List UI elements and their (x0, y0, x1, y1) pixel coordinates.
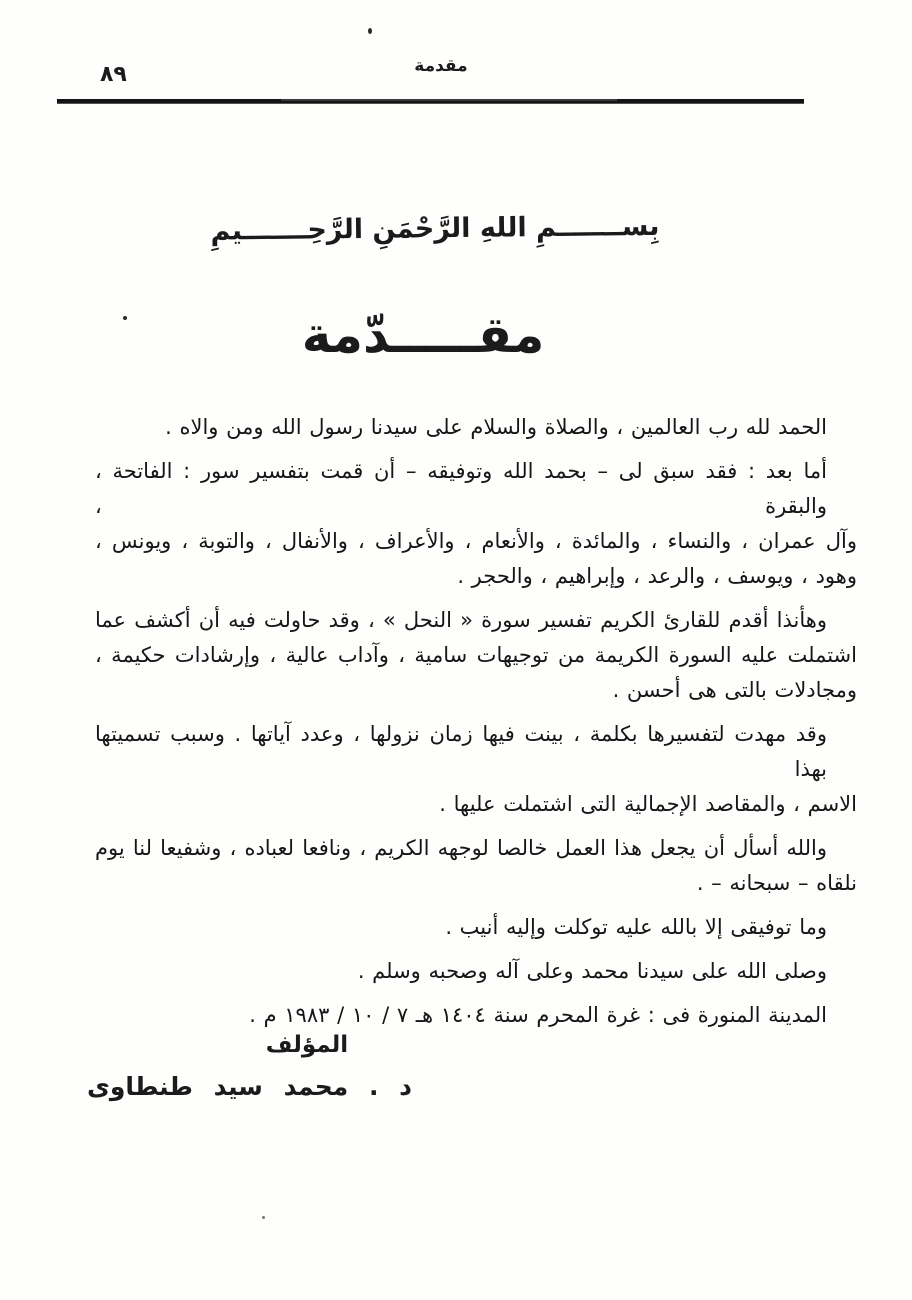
text-line: وقد مهدت لتفسيرها بكلمة ، بينت فيها زمان نزولها ، وعدد آياتها . وسبب تسميتها بهذا (95, 722, 827, 781)
running-header (0, 56, 912, 76)
paragraph (95, 454, 857, 594)
author-label: المؤلف (265, 1032, 349, 1058)
text-line: أما بعد : فقد سبق لى – بحمد الله وتوفيقه – أن قمت بتفسير سور : الفاتحة ، والبقرة ، (95, 459, 827, 518)
text-line: والله أسأل أن يجعل هذا العمل خالصا لوجهه الكريم ، ونافعا لعباده ، وشفيعا لنا يوم (95, 836, 827, 860)
paragraph (95, 603, 857, 708)
body-text (95, 410, 857, 1042)
text-line: وهود ، ويوسف ، والرعد ، وإبراهيم ، والحجر . (457, 564, 857, 588)
scan-speck (368, 28, 372, 34)
page-title (0, 306, 912, 364)
text-line: المدينة المنورة فى : غرة المحرم سنة ١٤٠٤ هـ ٧ / ١٠ / ١٩٨٣ م . (249, 1003, 827, 1027)
paragraph (95, 998, 857, 1033)
page-title-text: مقـــــدّمة (301, 306, 545, 364)
paragraph (95, 410, 857, 445)
author-name: د . محمد سيد طنطاوى (86, 1072, 412, 1101)
text-line: وما توفيقى إلا بالله عليه توكلت وإليه أنيب . (445, 915, 827, 939)
running-header-title: مقدمة (414, 56, 468, 76)
scan-speck (262, 1216, 265, 1219)
paragraph (95, 910, 857, 945)
paragraph (95, 831, 857, 901)
text-line: اشتملت عليه السورة الكريمة من توجيهات سامية ، وآداب عالية ، وإرشادات حكيمة ، (95, 643, 857, 667)
text-line: وصلى الله على سيدنا محمد وعلى آله وصحبه وسلم . (357, 959, 827, 983)
text-line: الاسم ، والمقاصد الإجمالية التى اشتملت عليها . (439, 792, 857, 816)
text-line: وهأنذا أقدم للقارئ الكريم تفسير سورة « النحل » ، وقد حاولت فيه أن أكشف عما (95, 608, 827, 632)
paragraph (95, 954, 857, 989)
basmala-calligraphy (0, 208, 912, 249)
page-number: ٨٩ (100, 62, 127, 87)
text-line: ومجادلات بالتى هى أحسن . (612, 678, 857, 702)
text-line: وآل عمران ، والنساء ، والمائدة ، والأنعام ، والأعراف ، والأنفال ، والتوبة ، ويونس ، (95, 529, 857, 553)
basmala-text: بِســـــــمِ اللهِ الرَّحْمَنِ الرَّحِـــــــيمِ (210, 210, 660, 247)
text-line: الحمد لله رب العالمين ، والصلاة والسلام على سيدنا رسول الله ومن والاه . (165, 415, 827, 439)
author-signature-block (86, 1032, 412, 1101)
header-divider (57, 99, 804, 104)
text-line: نلقاه – سبحانه – . (696, 871, 857, 895)
paragraph (95, 717, 857, 822)
